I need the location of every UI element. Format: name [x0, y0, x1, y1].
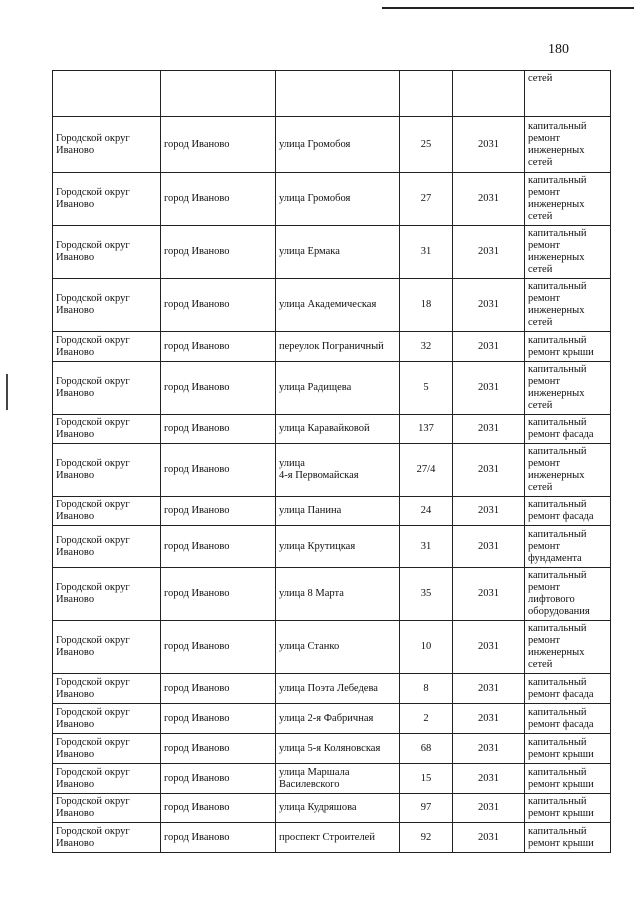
cell-settlement: город Иваново	[161, 117, 276, 173]
cell-house-number: 25	[400, 117, 453, 173]
cell-municipality: Городской округ Иваново	[53, 226, 161, 279]
cell-work-type: капитальный ремонт крыши	[525, 734, 611, 764]
cell-street: улица 2-я Фабричная	[276, 704, 400, 734]
cell-municipality: Городской округ Иваново	[53, 526, 161, 568]
cell-house-number: 31	[400, 526, 453, 568]
cell-work-type: капитальный ремонт фасада	[525, 704, 611, 734]
cell-settlement: город Иваново	[161, 173, 276, 226]
cell-street	[276, 71, 400, 117]
cell-house-number: 15	[400, 764, 453, 794]
cell-work-type: сетей	[525, 71, 611, 117]
cell-municipality: Городской округ Иваново	[53, 415, 161, 444]
cell-work-type: капитальный ремонт фасада	[525, 497, 611, 526]
cell-settlement: город Иваново	[161, 734, 276, 764]
cell-work-type: капитальный ремонт инженерных сетей	[525, 621, 611, 674]
cell-settlement: город Иваново	[161, 279, 276, 332]
page-number: 180	[548, 42, 569, 57]
cell-house-number: 10	[400, 621, 453, 674]
cell-settlement: город Иваново	[161, 226, 276, 279]
cell-house-number: 32	[400, 332, 453, 362]
cell-year: 2031	[453, 704, 525, 734]
cell-year: 2031	[453, 226, 525, 279]
cell-municipality: Городской округ Иваново	[53, 704, 161, 734]
cell-year: 2031	[453, 415, 525, 444]
cell-house-number: 5	[400, 362, 453, 415]
cell-year: 2031	[453, 117, 525, 173]
cell-settlement: город Иваново	[161, 764, 276, 794]
cell-municipality: Городской округ Иваново	[53, 173, 161, 226]
cell-municipality: Городской округ Иваново	[53, 497, 161, 526]
cell-municipality: Городской округ Иваново	[53, 764, 161, 794]
cell-street: улица Маршала Василевского	[276, 764, 400, 794]
cell-year	[453, 71, 525, 117]
cell-street: улица Поэта Лебедева	[276, 674, 400, 704]
cell-municipality: Городской округ Иваново	[53, 279, 161, 332]
cell-settlement: город Иваново	[161, 704, 276, 734]
cell-house-number: 137	[400, 415, 453, 444]
cell-street: улица 8 Марта	[276, 568, 400, 621]
cell-settlement: город Иваново	[161, 444, 276, 497]
cell-house-number: 24	[400, 497, 453, 526]
cell-year: 2031	[453, 526, 525, 568]
cell-house-number: 31	[400, 226, 453, 279]
cell-work-type: капитальный ремонт инженерных сетей	[525, 173, 611, 226]
scan-margin-mark	[6, 374, 8, 410]
cell-settlement: город Иваново	[161, 823, 276, 853]
cell-house-number: 35	[400, 568, 453, 621]
table-row	[53, 415, 611, 444]
cell-house-number	[400, 71, 453, 117]
table-row	[53, 704, 611, 734]
cell-street: улица Каравайковой	[276, 415, 400, 444]
cell-year: 2031	[453, 279, 525, 332]
table-row	[53, 526, 611, 568]
cell-work-type: капитальный ремонт крыши	[525, 794, 611, 823]
cell-year: 2031	[453, 823, 525, 853]
cell-house-number: 97	[400, 794, 453, 823]
cell-house-number: 2	[400, 704, 453, 734]
cell-work-type: капитальный ремонт инженерных сетей	[525, 279, 611, 332]
table-row	[53, 226, 611, 279]
cell-year: 2031	[453, 794, 525, 823]
cell-year: 2031	[453, 332, 525, 362]
cell-work-type: капитальный ремонт лифтового оборудования	[525, 568, 611, 621]
cell-house-number: 27/4	[400, 444, 453, 497]
cell-year: 2031	[453, 674, 525, 704]
cell-street: улица Громобоя	[276, 173, 400, 226]
cell-year: 2031	[453, 568, 525, 621]
cell-house-number: 18	[400, 279, 453, 332]
cell-house-number: 8	[400, 674, 453, 704]
table-row	[53, 362, 611, 415]
cell-house-number: 92	[400, 823, 453, 853]
table-row	[53, 332, 611, 362]
table-row	[53, 823, 611, 853]
table-row	[53, 674, 611, 704]
cell-year: 2031	[453, 444, 525, 497]
table-body	[53, 71, 611, 853]
cell-street: переулок Пограничный	[276, 332, 400, 362]
cell-street: улица Радищева	[276, 362, 400, 415]
cell-work-type: капитальный ремонт инженерных сетей	[525, 362, 611, 415]
cell-settlement: город Иваново	[161, 497, 276, 526]
cell-year: 2031	[453, 362, 525, 415]
cell-street: улица 4-я Первомайская	[276, 444, 400, 497]
cell-year: 2031	[453, 497, 525, 526]
cell-work-type: капитальный ремонт крыши	[525, 823, 611, 853]
cell-settlement	[161, 71, 276, 117]
table-row	[53, 117, 611, 173]
table-row-continuation	[53, 71, 611, 117]
cell-municipality: Городской округ Иваново	[53, 362, 161, 415]
cell-work-type: капитальный ремонт инженерных сетей	[525, 226, 611, 279]
cell-settlement: город Иваново	[161, 415, 276, 444]
cell-work-type: капитальный ремонт инженерных сетей	[525, 117, 611, 173]
cell-house-number: 27	[400, 173, 453, 226]
cell-municipality: Городской округ Иваново	[53, 734, 161, 764]
table-row	[53, 568, 611, 621]
cell-street: улица Крутицкая	[276, 526, 400, 568]
cell-work-type: капитальный ремонт фасада	[525, 674, 611, 704]
table-row	[53, 794, 611, 823]
header-rule	[382, 7, 634, 9]
table-row	[53, 444, 611, 497]
cell-work-type: капитальный ремонт инженерных сетей	[525, 444, 611, 497]
cell-municipality: Городской округ Иваново	[53, 621, 161, 674]
cell-settlement: город Иваново	[161, 568, 276, 621]
cell-street: улица Академическая	[276, 279, 400, 332]
cell-settlement: город Иваново	[161, 674, 276, 704]
table-row	[53, 734, 611, 764]
cell-year: 2031	[453, 764, 525, 794]
cell-street: улица Кудряшова	[276, 794, 400, 823]
cell-work-type: капитальный ремонт фасада	[525, 415, 611, 444]
cell-municipality: Городской округ Иваново	[53, 674, 161, 704]
cell-street: улица 5-я Коляновская	[276, 734, 400, 764]
table-row	[53, 173, 611, 226]
cell-municipality: Городской округ Иваново	[53, 568, 161, 621]
cell-settlement: город Иваново	[161, 621, 276, 674]
cell-municipality: Городской округ Иваново	[53, 823, 161, 853]
repair-schedule-table	[52, 70, 611, 853]
cell-settlement: город Иваново	[161, 794, 276, 823]
cell-municipality: Городской округ Иваново	[53, 332, 161, 362]
cell-street: проспект Строителей	[276, 823, 400, 853]
cell-work-type: капитальный ремонт фундамента	[525, 526, 611, 568]
cell-settlement: город Иваново	[161, 332, 276, 362]
table-row	[53, 497, 611, 526]
cell-municipality: Городской округ Иваново	[53, 117, 161, 173]
cell-municipality: Городской округ Иваново	[53, 794, 161, 823]
cell-settlement: город Иваново	[161, 526, 276, 568]
cell-house-number: 68	[400, 734, 453, 764]
cell-street: улица Громобоя	[276, 117, 400, 173]
cell-settlement: город Иваново	[161, 362, 276, 415]
cell-street: улица Ермака	[276, 226, 400, 279]
cell-street: улица Станко	[276, 621, 400, 674]
table-row	[53, 621, 611, 674]
cell-year: 2031	[453, 173, 525, 226]
cell-work-type: капитальный ремонт крыши	[525, 764, 611, 794]
cell-year: 2031	[453, 734, 525, 764]
cell-year: 2031	[453, 621, 525, 674]
table-row	[53, 764, 611, 794]
cell-work-type: капитальный ремонт крыши	[525, 332, 611, 362]
cell-municipality: Городской округ Иваново	[53, 444, 161, 497]
cell-municipality	[53, 71, 161, 117]
table-row	[53, 279, 611, 332]
cell-street: улица Панина	[276, 497, 400, 526]
